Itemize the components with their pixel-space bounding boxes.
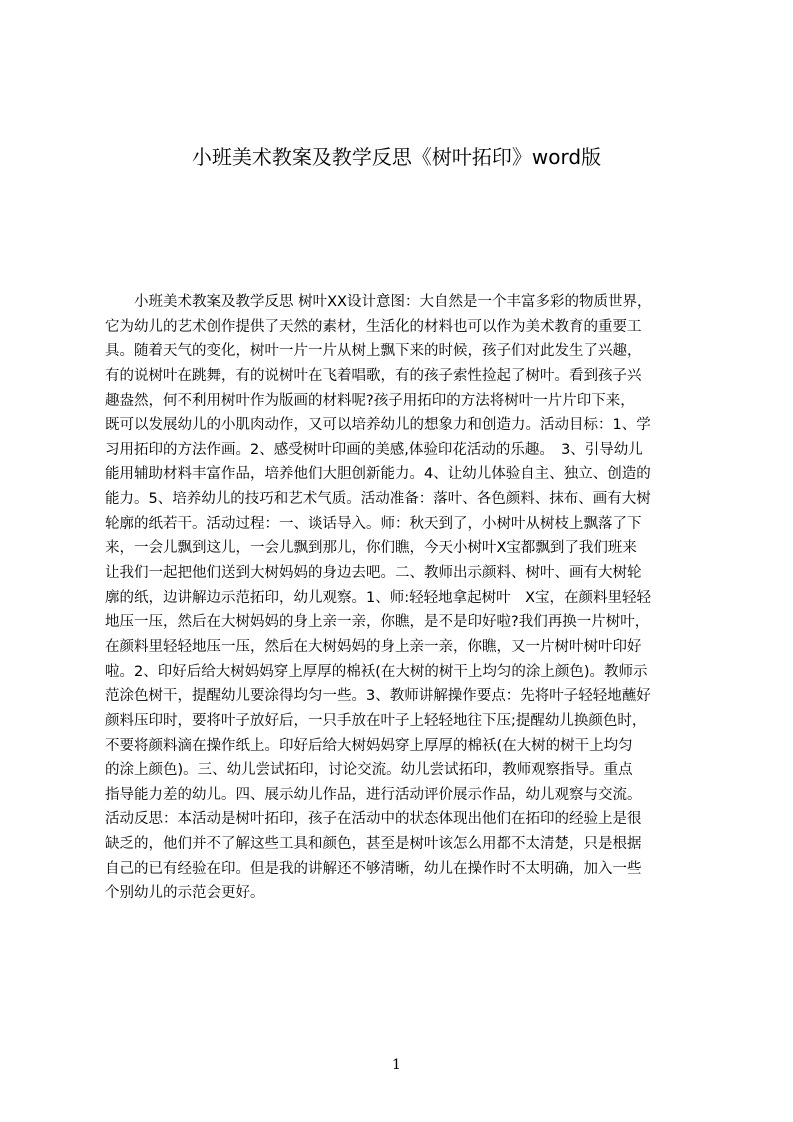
body-line: 地压一压，然后在大树妈妈的身上亲一亲，你瞧，是不是印好啦?我们再换一片树叶， [105,614,650,631]
body-line: 来，一会儿飘到这儿，一会儿飘到那儿，你们瞧，今天小树叶X宝都飘到了我们班来 [105,540,637,557]
page-number: 1 [392,1057,401,1073]
body-line: 范涂色树干，提醒幼儿要涂得均匀一些。3、教师讲解操作要点：先将叶子轻轻地蘸好 [105,688,651,705]
body-line: 缺乏的，他们并不了解这些工具和颜色，甚至是树叶该怎么用都不太清楚，只是根据 [105,836,642,853]
body-line: 在颜料里轻轻地压一压，然后在大树妈妈的身上亲一亲，你瞧，又一片树叶树叶印好 [105,638,642,655]
body-line: 个别幼儿的示范会更好。 [105,885,265,902]
body-line: 习用拓印的方法作画。2、感受树叶印画的美感,体验印花活动的乐趣。 3、引导幼儿 [105,441,643,458]
body-line: 颜料压印时，要将叶子放好后，一只手放在叶子上轻轻地往下压;提醒幼儿换颜色时， [105,712,647,729]
body-line: 廓的纸，边讲解边示范拓印，幼儿观察。1、师:轻轻地拿起树叶 X宝，在颜料里轻轻 [105,589,652,606]
document-title: 小班美术教案及教学反思《树叶拓印》word版 [191,145,602,169]
body-line: 能用辅助材料丰富作品，培养他们大胆创新能力。4、让幼儿体验自主、独立、创造的 [105,466,651,483]
body-line: 能力。5、培养幼儿的技巧和艺术气质。活动准备：落叶、各色颜料、抹布、画有大树 [105,491,651,508]
body-line: 有的说树叶在跳舞，有的说树叶在飞着唱歌，有的孩子索性捡起了树叶。看到孩子兴 [105,367,642,384]
body-line: 既可以发展幼儿的小肌肉动作，又可以培养幼儿的想象力和创造力。活动目标：1、学 [105,417,651,434]
body-line: 的涂上颜色)。三、幼儿尝试拓印，讨论交流。幼儿尝试拓印，教师观察指导。重点 [105,762,633,779]
document-body [105,290,698,960]
body-line: 活动反思：本活动是树叶拓印，孩子在活动中的状态体现出他们在拓印的经验上是很 [105,811,642,828]
body-line: 小班美术教案及教学反思 树叶XX设计意图：大自然是一个丰富多彩的物质世界， [105,294,652,310]
body-line: 啦。2、印好后给大树妈妈穿上厚厚的棉袄(在大树的树干上均匀的涂上颜色)。教师示 [105,663,648,680]
body-line: 轮廓的纸若干。活动过程：一、谈话导入。师：秋天到了，小树叶从树枝上飘落了下 [105,515,642,532]
body-line: 让我们一起把他们送到大树妈妈的身边去吧。二、教师出示颜料、树叶、画有大树轮 [105,565,642,582]
body-line: 自己的已有经验在印。但是我的讲解还不够清晰，幼儿在操作时不太明确，加入一些 [105,860,642,877]
body-line: 它为幼儿的艺术创作提供了天然的素材，生活化的材料也可以作为美术教育的重要工 [105,318,642,335]
body-line: 趣盎然，何不利用树叶作为版画的材料呢?孩子用拓印的方法将树叶一片片印下来， [105,392,635,409]
body-line: 具。随着天气的变化，树叶一片一片从树上飘下来的时候，孩子们对此发生了兴趣， [105,343,642,360]
body-line: 指导能力差的幼儿。四、展示幼儿作品，进行活动评价展示作品，幼儿观察与交流。 [105,786,642,803]
body-line: 不要将颜料滴在操作纸上。印好后给大树妈妈穿上厚厚的棉袄(在大树的树干上均匀 [105,737,633,754]
